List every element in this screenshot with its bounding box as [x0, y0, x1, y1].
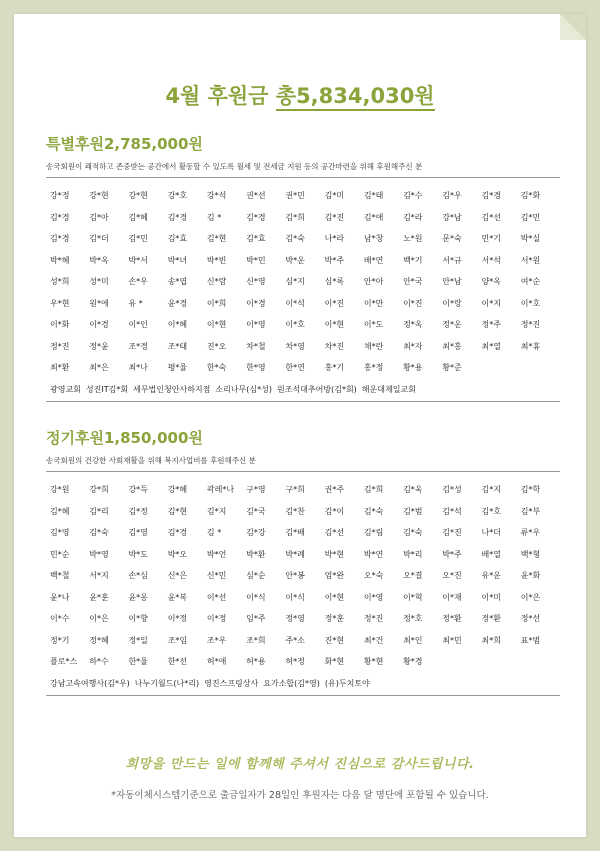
donor-name: 정*환 [442, 614, 462, 623]
donor-name: 김*희 [285, 212, 305, 222]
donor-name: 김*경 [50, 234, 70, 243]
donor-name: 김*지 [206, 506, 227, 516]
donor-name: 허*정 [285, 657, 305, 666]
donor-org: 소리나무(심*성) [215, 384, 272, 394]
regular-orgs [46, 679, 560, 696]
donor-name: 정*영 [285, 614, 305, 623]
donor-name: 이*현 [206, 320, 227, 329]
donor-name: 구*희 [285, 485, 305, 494]
donor-name: 신*람 [206, 277, 227, 286]
donor-name: 박*례 [285, 549, 305, 559]
donor-name: 유 * [128, 298, 143, 308]
special-names-grid [46, 191, 560, 385]
donor-name: 이*식 [285, 592, 305, 602]
donor-name: 황*준 [442, 363, 462, 372]
donor-name: 박*실 [520, 234, 541, 243]
donor-name: 이*현 [324, 320, 345, 329]
donor-name: 김*현 [167, 506, 188, 516]
special-desc: 송국회원이 쾌적하고 존중받는 공간에서 활동할 수 있도록 월세 및 전세금 지원 등의 공간마련을 위해 후원해주신 분 [46, 162, 560, 178]
donor-org: 요가소합(김*영) [263, 678, 320, 688]
donor-name: 김*찬 [285, 506, 305, 516]
donor-name: 조*태 [167, 341, 188, 351]
donor-name: 강*득 [128, 485, 148, 494]
donor-name: 최*홍 [442, 341, 462, 351]
donor-org: 원조석대추어방(김*회) [277, 384, 357, 394]
donor-name: 김*태 [363, 191, 384, 200]
donor-name: 최*환 [50, 363, 70, 372]
donor-name: 박*주 [324, 255, 345, 265]
donor-name: 우*현 [50, 298, 70, 308]
donor-name: 김*배 [285, 528, 305, 537]
donor-name: 류*우 [520, 528, 541, 537]
donor-name: 김*효 [246, 234, 266, 243]
donor-name: 강*희 [89, 485, 109, 494]
donor-name: 김*혜 [50, 506, 70, 516]
donor-name: 김*현 [206, 234, 227, 243]
donor-name: 박*연 [363, 549, 384, 559]
donor-name: 김*학 [520, 485, 541, 494]
donor-org: 세무법인청안사하지점 [133, 384, 211, 394]
donor-name: 이*만 [363, 298, 384, 308]
donor-name: 조*임 [167, 635, 188, 645]
donor-name: 정*훈 [324, 614, 345, 623]
regular-names-grid [46, 485, 560, 679]
donor-name: 박*오 [167, 549, 188, 559]
donor-name: 박*서 [128, 255, 148, 265]
donor-name: 김*부 [520, 506, 541, 516]
donor-name: 허*애 [206, 657, 227, 666]
donor-org: 영진스프링상사 [204, 678, 259, 688]
donor-name: 강*현 [89, 191, 109, 200]
donor-name: 김*효 [167, 234, 188, 243]
donor-name: 이*수 [50, 614, 70, 623]
donor-name: 정*선 [520, 614, 541, 623]
donor-name: 박*민 [246, 255, 266, 265]
donor-name: 윤*옹 [128, 592, 148, 602]
thank-you-message: 희망을 만드는 일에 함께해 주셔서 진심으로 감사드립니다. [125, 757, 475, 772]
donor-name: 이*진 [403, 298, 423, 308]
donor-name: 이*진 [324, 298, 345, 308]
donor-name: 정*기 [50, 635, 70, 645]
donor-name: 김*진 [442, 528, 462, 537]
donor-name: 최*민 [442, 635, 462, 645]
donor-name: 오*숙 [363, 571, 384, 580]
donor-name: 김 * [206, 528, 222, 537]
donor-name: 이*정 [167, 614, 188, 623]
donor-name: 손*우 [128, 277, 148, 286]
donor-name: 김*애 [363, 212, 384, 222]
donor-name: 박*빈 [206, 255, 227, 265]
donor-name: 이*선 [206, 592, 227, 602]
donor-name: 이*호 [520, 298, 541, 308]
donor-name: 송*엽 [167, 277, 188, 286]
donor-name: 윤*복 [167, 592, 188, 602]
donor-name: 김*욱 [403, 485, 423, 494]
donor-name: 이*혁 [403, 592, 423, 602]
donor-org: 나누기월드(나*리) [134, 678, 200, 688]
donor-name: 박*환 [246, 549, 266, 559]
regular-section [46, 429, 560, 696]
donor-name: 박*주 [442, 549, 462, 559]
donor-name: 김*숙 [89, 528, 109, 537]
donor-name: 서*석 [481, 255, 501, 265]
donor-name: 정*진 [520, 320, 541, 329]
donor-name: 성*희 [50, 277, 70, 286]
donor-name: 이*혜 [167, 320, 188, 329]
donor-name: 서*규 [442, 255, 462, 265]
donor-name: 강*석 [206, 191, 227, 200]
donor-name: 김*선 [324, 528, 345, 537]
donation-sheet [14, 14, 586, 837]
donor-name: 차*철 [246, 341, 266, 351]
donor-name: 강*현 [128, 191, 148, 200]
donor-name: 배*열 [481, 549, 501, 559]
donor-name: 최*은 [89, 363, 109, 372]
donor-name: 김*숙 [403, 528, 423, 537]
donor-name: 강*원 [50, 485, 70, 494]
donor-name: 강*남 [442, 212, 462, 222]
donor-name: 박*영 [89, 549, 109, 559]
donor-name: 정*진 [363, 614, 384, 623]
donor-name: 김*민 [520, 212, 541, 222]
donor-name: 김*더 [89, 234, 109, 243]
donor-name: 안*국 [403, 277, 423, 286]
donor-name: 한*숙 [206, 363, 227, 372]
donor-name: 심*순 [246, 571, 266, 580]
donor-name: 황*현 [363, 657, 384, 666]
donor-name: 정*호 [403, 614, 423, 623]
donor-name: 김*경 [50, 212, 70, 222]
donor-name: 한*율 [128, 657, 148, 666]
donor-name: 정*옥 [403, 320, 423, 329]
donor-name: 홍*기 [324, 363, 345, 372]
donor-org: 해운대제일교회 [361, 384, 416, 394]
donor-name: 김*경 [167, 528, 188, 537]
donor-name: 유*운 [481, 571, 501, 580]
special-title: 특별후원2,785,000원 [46, 135, 203, 153]
donor-name: 김*이 [324, 506, 345, 516]
donor-name: 안*남 [442, 277, 462, 286]
donor-name: 김*미 [324, 191, 345, 200]
donor-name: 정*운 [442, 320, 462, 329]
donor-name: 여*순 [520, 277, 541, 286]
donor-name: 윤*화 [520, 571, 541, 580]
donor-name: 김*강 [246, 528, 266, 537]
donor-name: 김*경 [167, 212, 188, 222]
donor-name: 조*우 [206, 635, 227, 645]
donor-name: 한*선 [167, 657, 188, 666]
page-title [14, 80, 586, 110]
donor-name: 박*혜 [50, 255, 70, 265]
donor-org: (유)두치토야 [324, 678, 370, 688]
donor-name: 이*영 [363, 592, 384, 602]
donor-name: 오*진 [442, 571, 462, 580]
donor-name: 원*애 [89, 298, 109, 308]
donor-name: 김*희 [363, 485, 384, 494]
donor-name: 권*선 [246, 191, 266, 200]
donor-name: 민*기 [481, 234, 501, 243]
donor-name: 권*민 [285, 191, 305, 200]
donor-name: 김*진 [324, 212, 345, 222]
donor-name: 황*용 [403, 363, 423, 372]
donor-name: 정*진 [50, 341, 70, 351]
donor-name: 김*성 [442, 485, 462, 494]
donor-name: 김*선 [481, 212, 501, 222]
donor-name: 김 * [206, 212, 222, 222]
donor-name: 신*민 [206, 571, 227, 580]
donor-name: 정*환 [481, 614, 501, 623]
donor-name: 서*지 [89, 571, 109, 580]
donor-name: 이*도 [363, 320, 384, 329]
donor-name: 김*리 [89, 506, 109, 516]
regular-desc: 송국회원의 건강한 사회재활을 위해 복지사업비를 후원해주신 분 [46, 456, 560, 472]
donor-name: 윤*경 [167, 298, 188, 308]
donor-name: 신*영 [246, 277, 266, 286]
donor-name: 이*은 [520, 592, 541, 602]
donor-name: 민*순 [50, 549, 70, 559]
donor-name: 노*원 [403, 234, 423, 243]
donor-name: 이*희 [206, 298, 227, 308]
title-prefix: 4월 후원금 [165, 84, 276, 108]
donor-name: 김*영 [50, 528, 70, 537]
donor-name: 나*더 [481, 528, 501, 537]
donor-name: 이*인 [128, 320, 148, 329]
donor-name: 배*연 [363, 255, 384, 265]
donor-name: 최*희 [481, 635, 501, 645]
donor-name: 구*영 [246, 485, 266, 494]
donor-name: 이*재 [442, 592, 462, 602]
donor-name: 조*희 [246, 635, 266, 645]
donor-name: 강*호 [167, 191, 188, 200]
donor-name: 백*형 [520, 549, 541, 559]
donor-name: 허*용 [246, 657, 266, 666]
donor-name: 김*수 [403, 191, 423, 200]
donor-name: 윤*훈 [89, 592, 109, 602]
donor-name: 박*녀 [167, 255, 188, 265]
donor-name: 박*리 [403, 549, 423, 559]
donor-name: 이*현 [324, 592, 345, 602]
donor-name: 강*혜 [167, 485, 188, 494]
donor-name: 심*지 [285, 277, 305, 286]
donor-name: 이*호 [285, 320, 305, 329]
donor-name: 김*우 [442, 191, 462, 200]
donor-name: 정*일 [128, 635, 148, 645]
special-section [46, 135, 560, 402]
donor-org: 강남고속여행사(김*우) [50, 678, 130, 688]
donor-name: 김*림 [363, 528, 384, 537]
donor-name: 이*영 [246, 320, 266, 329]
donor-org: 광영교회 [50, 384, 81, 394]
donor-name: 서*원 [520, 255, 541, 265]
donor-name: 이*지 [481, 298, 501, 308]
donor-name: 양*옥 [481, 277, 501, 286]
donor-name: 정*윤 [89, 341, 109, 351]
donor-name: 박*언 [206, 549, 227, 559]
donor-name: 진*오 [206, 341, 227, 351]
donor-name: 김*정 [128, 506, 148, 516]
donor-name: 이*식 [246, 592, 266, 602]
donor-name: 황*경 [403, 657, 423, 666]
donor-name: 평*율 [167, 363, 188, 372]
donor-name: 박*옥 [89, 255, 109, 265]
donor-name: 최*휴 [520, 341, 541, 351]
donor-name: 윤*나 [50, 592, 70, 602]
donor-name: 김*화 [520, 191, 541, 200]
donor-name: 신*은 [167, 571, 188, 580]
donor-name: 곽레*나 [206, 485, 235, 494]
donor-name: 백*철 [50, 571, 70, 580]
donor-name: 차*영 [285, 341, 305, 351]
donor-name: 최*인 [403, 635, 423, 645]
donor-name: 김*숙 [285, 234, 305, 243]
donor-name: 손*심 [128, 571, 148, 580]
donor-name: 문*숙 [442, 234, 462, 243]
donor-name: 남*창 [363, 234, 384, 243]
donor-name: 채*란 [363, 341, 384, 351]
title-total: 총5,834,030원 [276, 84, 435, 111]
donor-name: 박*도 [128, 549, 148, 559]
donor-name: 권*주 [324, 485, 345, 494]
donor-name: 김*지 [481, 485, 501, 494]
donor-name: 주*소 [285, 635, 305, 645]
donor-name: 정*주 [481, 320, 501, 329]
donor-name: 차*진 [324, 341, 345, 351]
donor-name: 최*나 [128, 363, 148, 372]
donor-name: 김*라 [403, 212, 423, 222]
donor-name: 조*경 [128, 341, 148, 351]
donor-name: 진*현 [324, 635, 345, 645]
donor-name: 이*정 [206, 614, 227, 623]
donor-name: 김*민 [128, 234, 148, 243]
donor-name: 김*범 [403, 506, 423, 516]
donor-name: 김*석 [442, 506, 462, 516]
donor-name: 엄*완 [324, 571, 345, 580]
donor-name: 안*봉 [285, 571, 305, 580]
donor-name: 표*범 [520, 635, 541, 645]
donor-name: 이*랑 [442, 298, 462, 308]
donor-name: 최*건 [363, 635, 384, 645]
donor-name: 김*아 [89, 212, 109, 222]
donor-name: 성*미 [89, 277, 109, 286]
donor-name: 김*경 [481, 191, 501, 200]
donor-name: 백*기 [403, 255, 423, 265]
donor-name: 김*영 [128, 528, 148, 537]
donor-name: 임*주 [246, 614, 266, 623]
donor-name: 이*경 [89, 320, 109, 329]
donor-name: 김*숙 [363, 506, 384, 516]
donor-name: 심*록 [324, 277, 345, 286]
special-orgs [46, 385, 560, 402]
donor-name: 김*국 [246, 506, 266, 516]
donor-name: 플로*스 [50, 657, 78, 666]
donor-name: 안*아 [363, 277, 384, 286]
donor-name: 오*결 [403, 571, 423, 580]
donor-name: 이*미 [481, 592, 501, 602]
donor-name: 이*석 [285, 298, 305, 308]
donor-name: 김*경 [246, 212, 266, 222]
donor-name: 한*연 [285, 363, 305, 372]
donor-name: 홍*정 [363, 363, 384, 372]
donor-name: 나*라 [324, 234, 345, 243]
donor-name: 화*현 [324, 657, 345, 666]
donor-org: 성진IT김*회 [85, 384, 129, 394]
donor-name: 강*정 [50, 191, 70, 200]
donor-name: 한*영 [246, 363, 266, 372]
page-fold-corner [560, 14, 586, 40]
footer-note: *자동이체시스템기준으로 출금일자가 28일인 후원자는 다음 달 명단에 포함될 수 있습니다. [111, 790, 489, 801]
donor-name: 이*은 [89, 614, 109, 623]
donor-name: 박*현 [324, 549, 345, 559]
donor-name: 최*자 [403, 341, 423, 351]
donor-name: 이*경 [246, 298, 266, 308]
donor-name: 최*열 [481, 341, 501, 351]
regular-title: 정기후원1,850,000원 [46, 429, 203, 447]
donor-name: 이*화 [50, 320, 70, 329]
donor-name: 이*향 [128, 614, 148, 623]
donor-name: 박*운 [285, 255, 305, 265]
donor-name: 김*혜 [128, 212, 148, 222]
donor-name: 하*수 [89, 657, 109, 666]
donor-name: 김*호 [481, 506, 501, 516]
donor-name: 정*혜 [89, 635, 109, 645]
